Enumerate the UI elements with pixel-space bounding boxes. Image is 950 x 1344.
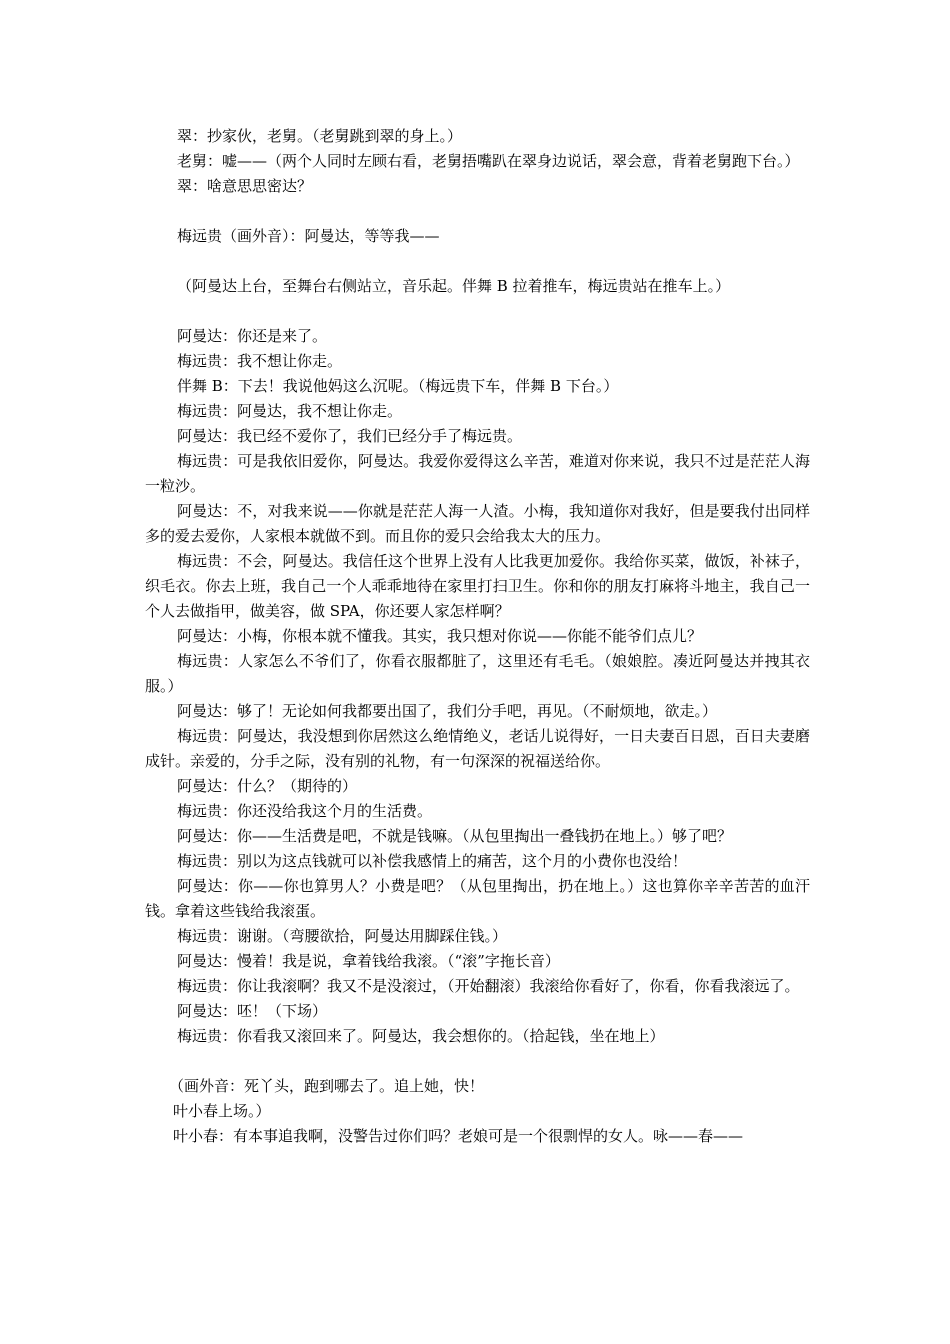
line-meiyuangui-1: 梅远贵：我不想让你走。 bbox=[177, 352, 343, 370]
line-amanda-1: 阿曼达：你还是来了。 bbox=[177, 327, 328, 345]
blank-line bbox=[145, 1049, 810, 1074]
script-body bbox=[145, 124, 810, 1149]
line-meiyuangui-10: 梅远贵：你让我滚啊？我又不是没滚过，（开始翻滚）我滚给你看好了，你看，你看我滚远了。 bbox=[177, 977, 800, 995]
blank-line bbox=[145, 249, 810, 274]
line-meiyuangui-9: 梅远贵：谢谢。（弯腰欲拾，阿曼达用脚踩住钱。） bbox=[177, 927, 508, 945]
line-meiyuangui-8: 梅远贵：别以为这点钱就可以补偿我感情上的痛苦，这个月的小费你也没给！ bbox=[177, 852, 688, 870]
blank-line bbox=[145, 199, 810, 224]
line-meiyuangui-6: 梅远贵：阿曼达，我没想到你居然这么绝情绝义，老话儿说得好，一日夫妻百日恩，百日夫妻磨成针。亲爱的，分手之际，没有别的礼物，有一句深深的祝福送给你。 bbox=[145, 727, 810, 770]
line-meiyuangui-3: 梅远贵：可是我依旧爱你，阿曼达。我爱你爱得这么辛苦，难道对你来说，我只不过是茫茫人海一粒沙。 bbox=[145, 452, 810, 495]
stage-direction-1: （阿曼达上台，至舞台右侧站立，音乐起。伴舞 B 拉着推车，梅远贵站在推车上。） bbox=[177, 277, 731, 295]
line-meiyuangui-11: 梅远贵：你看我又滚回来了。阿曼达，我会想你的。（拾起钱，坐在地上） bbox=[177, 1027, 665, 1045]
line-amanda-4: 阿曼达：小梅，你根本就不懂我。其实，我只想对你说——你能不能爷们点儿？ bbox=[177, 627, 703, 645]
stage-direction-yexiaochun-enters: 叶小春上场。） bbox=[173, 1102, 271, 1120]
line-meiyuangui-2: 梅远贵：阿曼达，我不想让你走。 bbox=[177, 402, 403, 420]
stage-direction-offscreen-voice: （画外音：死丫头，跑到哪去了。追上她，快！ bbox=[169, 1077, 485, 1095]
line-meiyuangui-7: 梅远贵：你还没给我这个月的生活费。 bbox=[177, 802, 433, 820]
line-amanda-2: 阿曼达：我已经不爱你了，我们已经分手了梅远贵。 bbox=[177, 427, 523, 445]
line-amanda-5: 阿曼达：够了！无论如何我都要出国了，我们分手吧，再见。（不耐烦地，欲走。） bbox=[177, 702, 718, 720]
line-amanda-9: 阿曼达：慢着！我是说，拿着钱给我滚。（“滚”字拖长音） bbox=[177, 952, 560, 970]
line-meiyuangui-5: 梅远贵：人家怎么不爷们了，你看衣服都脏了，这里还有毛毛。（娘娘腔。凑近阿曼达并拽其衣服。） bbox=[145, 652, 810, 695]
line-meiyuangui-offscreen: 梅远贵（画外音）：阿曼达，等等我—— bbox=[177, 227, 440, 245]
blank-line bbox=[145, 299, 810, 324]
line-cui-1: 翠：抄家伙，老舅。（老舅跳到翠的身上。） bbox=[177, 127, 463, 145]
line-amanda-6: 阿曼达：什么？（期待的） bbox=[177, 777, 358, 795]
line-yexiaochun-1: 叶小春：有本事追我啊，没警告过你们吗？老娘可是一个很剽悍的女人。咏——春—— bbox=[173, 1127, 744, 1145]
line-amanda-8: 阿曼达：你——你也算男人？小费是吧？（从包里掏出，扔在地上。）这也算你辛辛苦苦的血汗钱。拿着这些钱给我滚蛋。 bbox=[145, 877, 810, 920]
line-amanda-7: 阿曼达：你——生活费是吧，不就是钱嘛。（从包里掏出一叠钱扔在地上。）够了吧？ bbox=[177, 827, 733, 845]
line-amanda-10: 阿曼达：呸！（下场） bbox=[177, 1002, 328, 1020]
line-laojiu-1: 老舅：嘘——（两个人同时左顾右看，老舅捂嘴趴在翠身边说话，翠会意，背着老舅跑下台。） bbox=[177, 152, 800, 170]
line-dancer-b: 伴舞 B：下去！我说他妈这么沉呢。（梅远贵下车，伴舞 B 下台。） bbox=[177, 377, 619, 395]
line-meiyuangui-4: 梅远贵：不会，阿曼达。我信任这个世界上没有人比我更加爱你。我给你买菜，做饭，补袜子，织毛衣。你去上班，我自己一个人乖乖地待在家里打扫卫生。你和你的朋友打麻将斗地主，我自己一个人去做指甲，做美容，做 SPA，你还要人家怎样啊？ bbox=[145, 552, 810, 620]
line-cui-2: 翠：啥意思思密达？ bbox=[177, 177, 313, 195]
line-amanda-3: 阿曼达：不，对我来说——你就是茫茫人海一人渣。小梅，我知道你对我好，但是要我付出同样多的爱去爱你，人家根本就做不到。而且你的爱只会给我太大的压力。 bbox=[145, 502, 810, 545]
